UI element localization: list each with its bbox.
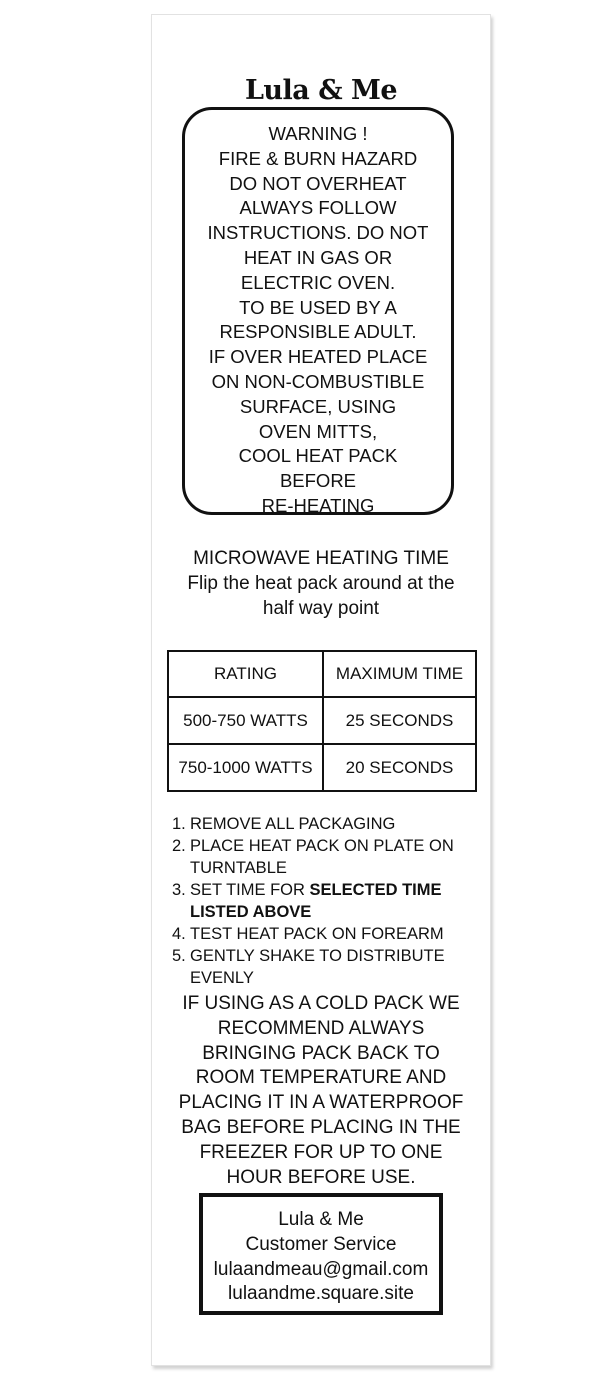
list-item [172, 835, 490, 879]
table-cell-time: 20 SECONDS [323, 744, 476, 791]
contact-website: lulaandme.square.site [228, 1283, 414, 1305]
table-header-rating: RATING [168, 651, 323, 697]
instruction-steps [172, 813, 490, 989]
microwave-note: half way point [262, 598, 380, 619]
cold-pack-line: IF USING AS A COLD PACK WE [182, 993, 460, 1014]
product-label [151, 14, 491, 1366]
warning-line: OVEN MITTS, [258, 420, 378, 442]
warning-line: ALWAYS FOLLOW [239, 197, 397, 219]
brand-logo: Lula & Me [244, 75, 398, 106]
step-text: SET TIME FOR SELECTED TIME LISTED ABOVE [190, 881, 442, 921]
customer-service-box [199, 1193, 443, 1315]
cold-pack-line: HOUR BEFORE USE. [226, 1166, 416, 1188]
warning-line: ON NON-COMBUSTIBLE [211, 370, 425, 392]
table-cell-rating: 500-750 WATTS [168, 697, 323, 744]
microwave-title: MICROWAVE HEATING TIME [193, 548, 449, 569]
contact-email: lulaandmeau@gmail.com [213, 1258, 429, 1280]
warning-line: BEFORE [279, 470, 357, 492]
microwave-section [152, 546, 490, 621]
step-text: REMOVE ALL PACKAGING [190, 815, 396, 833]
table-row [168, 744, 476, 791]
cold-pack-line: FREEZER FOR UP TO ONE [199, 1141, 443, 1163]
contact-department: Customer Service [245, 1233, 397, 1255]
warning-line: DO NOT OVERHEAT [229, 172, 407, 194]
step-number: 2. [172, 837, 186, 855]
warning-line: RESPONSIBLE ADULT. [219, 321, 417, 343]
warning-line: INSTRUCTIONS. DO NOT [207, 222, 429, 244]
cold-pack-line: PLACING IT IN A WATERPROOF [178, 1092, 464, 1114]
warning-box [182, 107, 454, 515]
warning-line: COOL HEAT PACK [238, 445, 398, 467]
cold-pack-line: ROOM TEMPERATURE AND [195, 1067, 447, 1089]
list-item [172, 923, 490, 945]
list-item [172, 945, 490, 989]
step-text: TEST HEAT PACK ON FOREARM [190, 925, 444, 943]
warning-line: FIRE & BURN HAZARD [218, 147, 418, 169]
cold-pack-line: BRINGING PACK BACK TO [202, 1042, 440, 1064]
step-text: GENTLY SHAKE TO DISTRIBUTE EVENLY [190, 947, 445, 987]
warning-line: WARNING ! [268, 123, 368, 144]
warning-line: IF OVER HEATED PLACE [208, 346, 428, 368]
table-header-time: MAXIMUM TIME [323, 651, 476, 697]
microwave-note: Flip the heat pack around at the [187, 573, 455, 594]
cold-pack-line: BAG BEFORE PLACING IN THE [181, 1116, 461, 1138]
step-number: 1. [172, 815, 186, 833]
warning-line: SURFACE, USING [239, 395, 397, 417]
contact-name: Lula & Me [278, 1209, 364, 1230]
warning-line: ELECTRIC OVEN. [240, 271, 396, 293]
cold-pack-line: RECOMMEND ALWAYS [217, 1017, 425, 1039]
warning-line: TO BE USED BY A [239, 296, 397, 318]
warning-line: RE-HEATING [261, 494, 375, 516]
step-number: 3. [172, 881, 186, 899]
table-row [168, 697, 476, 744]
table-cell-time: 25 SECONDS [323, 697, 476, 744]
list-item [172, 813, 490, 835]
warning-line: HEAT IN GAS OR [243, 246, 393, 268]
step-text: PLACE HEAT PACK ON PLATE ON TURNTABLE [190, 837, 454, 877]
list-item [172, 879, 490, 923]
step-number: 4. [172, 925, 186, 943]
step-number: 5. [172, 947, 186, 965]
table-header-row [168, 651, 476, 697]
table-cell-rating: 750-1000 WATTS [168, 744, 323, 791]
cold-pack-instructions [152, 992, 490, 1190]
heating-time-table [167, 650, 477, 792]
